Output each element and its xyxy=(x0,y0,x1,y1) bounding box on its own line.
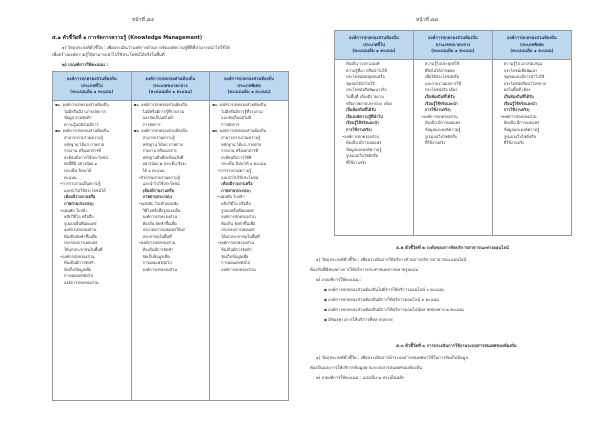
cell-text-line: วิดีโอหรือสื่อรูปแบบอื่น xyxy=(142,207,181,213)
cell-text-line: ไม่มีหรือมีการรู้ที่รวบรวม xyxy=(142,108,185,114)
cell-text-line: (ต้องมีรายงานหรือ xyxy=(64,194,96,200)
cell-text-line: สามารถรวบรวมความรู้ xyxy=(64,134,103,140)
objective-line: ๑) วัตถุประสงค์ตัวชี้วัด : เพื่อประเมินว่าองค์การด้านการจัดองค์ความรู้ที่ดีที่สามารถนำไปใช้ได้ xyxy=(62,45,230,50)
cell-text-line: ให้แก่ประชาชนในพื้นที่ xyxy=(64,247,103,253)
cell-text-line: ท้องถิ่น จัดทำขึ้นเพื่อ xyxy=(221,220,256,226)
cell-text-line: • องค์การปกครองส่วน xyxy=(416,114,490,121)
column-header-line: องค์การปกครองส่วนท้องถิ่น xyxy=(427,35,478,41)
column-header-line: (คะแนนเต็ม ๑ คะแนน) xyxy=(227,89,271,95)
column-header-line: องค์การปกครองส่วนท้องถิ่น xyxy=(66,76,117,82)
cell-text-line: ▪ ๒. องค์การปกครองส่วนท้องถิ่น xyxy=(134,128,208,135)
cell-text-line: ท้องถิ่นมีการจัดทำ xyxy=(221,247,252,253)
cell-text-line: • องค์การปกครองส่วน xyxy=(212,240,286,247)
cell-text-line: การจัดการ xyxy=(221,121,240,127)
section-line: ▪ องค์การปกครองส่วนท้องถิ่นมีการให้บริการออนไลน์หลายช่องทาง ๒ คะแนน xyxy=(324,307,464,312)
cell-text-line: ท้องถิ่น มีการเผยแพร่ xyxy=(424,120,461,126)
column-header-line: (คะแนนเต็ม ๑ คะแนน) xyxy=(510,48,554,54)
criteria-cell xyxy=(335,60,414,236)
cell-text-line: และจัดเก็บแต่ไม่มี xyxy=(221,115,252,121)
cell-text-line: สามารถรวมความรู้ xyxy=(142,134,175,140)
cell-text-line: ที่ใช้งานจริง xyxy=(424,140,446,146)
cell-text-line: รูปแบบเว็บไซต์หรือ xyxy=(346,153,379,159)
cell-text-line: ชุมชนได้นำไปใช้ xyxy=(346,80,375,86)
cell-text-line: ▪ ๑. องค์การปกครองส่วนท้องถิ่น xyxy=(134,102,208,109)
cell-text-line: คลิปวิดีโอ หรือสื่อ xyxy=(221,200,251,206)
cell-text-line: ที่ใช้งานจริง xyxy=(346,159,367,165)
cell-text-line: ดังนี้ที่มี อย่างน้อย ๑ xyxy=(64,161,98,167)
cell-text-line: ความรู้ไปประยุกต์ใช้ xyxy=(424,61,460,66)
cell-text-line: การเผยแพร่ต่อไป xyxy=(142,260,172,266)
criteria-cell xyxy=(413,60,492,236)
objective-line: เพื่อสร้างองค์ความรู้ให้สามารถนำไปใช้ประโยชน์ได้จริงในพื้นที่ xyxy=(52,52,165,57)
cell-text-line: การจัดการ xyxy=(142,121,161,127)
cell-text-line: ความรู้ไป เอาสนับสนุน xyxy=(503,61,543,66)
criteria-cell xyxy=(210,101,289,401)
section-title: ๕.๑ ตัวชี้วัดที่ ๑ การจัดการความรู้ (Knowledge Management) xyxy=(52,35,203,41)
cell-text-line: ผลในพื้นที่ (ต้อง xyxy=(503,87,531,93)
cell-text-line: ประกอบการเผยแพร่ xyxy=(221,227,255,233)
section-line: ๒) เกณฑ์การให้คะแนน : แบ่งเป็น ๒ ประเด็นหลัก xyxy=(316,375,405,380)
cell-text-line: • องค์กรปกครองส่วน xyxy=(55,254,129,261)
column-header xyxy=(492,31,571,60)
cell-text-line: และนำไปใช้ประโยชน์ xyxy=(221,174,259,180)
cell-text-line: การใช้งานจริง) xyxy=(503,107,530,113)
cell-text-line: ความรู้แต่ยังไม่มีการ xyxy=(64,121,99,127)
cell-text-line: ประโยชน์จริง (ต้อง xyxy=(424,87,458,93)
cell-text-line: ข้อมูลและองค์ความรู้ xyxy=(346,146,382,152)
cell-text-line: ให้แก่ประชาชนในพื้นที่ xyxy=(221,233,260,239)
cell-text-line: • แผ่นพับ ใบปลิวแผ่นพับ xyxy=(134,201,208,208)
cell-text-line: การใช้งานจริง) xyxy=(346,126,372,132)
criteria-table xyxy=(52,71,289,401)
section-line: ▪ มีช่องทางการให้บริการที่หลากหลาย xyxy=(324,317,393,322)
cell-text-line: ▪ ๒. องค์การปกครองส่วนท้องถิ่น xyxy=(212,128,286,135)
section-line: ๑) วัตถุประสงค์ตัวชี้วัด : เพื่อประเมินการให้บริการด้านการบริการสาธารณะออนไลน์ xyxy=(316,257,467,262)
cell-text-line: ความรู้ที่มา หรือนำไปใช้ xyxy=(346,67,387,73)
cell-text-line: เรียนรู้ใช้จริงและนำ xyxy=(346,120,380,126)
cell-text-line: จัดเก็บข้อมูลเพื่อ xyxy=(221,253,249,259)
cell-text-line: รูปแบบเว็บไซต์หรือ xyxy=(503,133,536,139)
cell-text-line: • กิจกรรมรวบรวมความรู้ xyxy=(134,175,208,182)
criteria-cell xyxy=(131,101,210,401)
page-number: หน้าที่ ๘๔ xyxy=(132,17,155,23)
cell-text-line: ข้อมูล ร่วมจัดทำ xyxy=(64,115,92,121)
cell-text-line: รูปแบบอื่นที่เผยแพร่ xyxy=(64,220,97,226)
column-header-line: ประเภทขนาดกลาง xyxy=(153,82,188,88)
criteria-label: ๒) เกณฑ์การให้คะแนน : xyxy=(62,62,109,67)
column-header xyxy=(210,72,289,101)
cell-text-line: องค์กรปกครองส่วน xyxy=(64,227,97,233)
cell-text-line: ท้องถิ่น จัดทำขึ้นเพื่อ xyxy=(142,220,177,226)
criteria-cell xyxy=(492,60,571,236)
section-line: ๑) วัตถุประสงค์ตัวชี้วัด : เพื่อประเมินการนำระบบสารสนเทศมาใช้ในการจัดเก็บข้อมูล xyxy=(316,355,468,360)
cell-text-line: ข้อมูลและองค์ความรู้ xyxy=(503,126,540,132)
cell-text-line: การเผยแพร่ต่อไป xyxy=(221,260,251,266)
cell-text-line: ภาพถ่ายประกอบ) xyxy=(221,187,251,193)
cell-text-line: คะแนน xyxy=(64,174,77,180)
cell-text-line: ประโยชน์หรือนำไปขยาย xyxy=(503,80,546,86)
cell-text-line: ชุมชนและมีการนำไปใช้ xyxy=(503,74,545,80)
cell-text-line: องค์การปกครองส่วน xyxy=(221,266,256,272)
cell-text-line: องค์การปกครองส่วน xyxy=(142,266,178,272)
cell-text-line: ประเด็น จึงจะได้ xyxy=(64,167,92,173)
section-line: ท้องถิ่นและการให้บริการข้อมูลผ่านระบบสารสนเทศของท้องถิ่น xyxy=(310,365,422,370)
cell-text-line: หลักฐานอื่นที่สะท้อนถึงที่ xyxy=(142,154,184,160)
cell-text-line: ประกอบการเผยแพร่ให้แก่ xyxy=(142,227,186,233)
column-header-line: ประเภทพิเศษ xyxy=(237,82,261,88)
cell-text-line: • องค์การปกครองส่วน xyxy=(495,114,569,121)
cell-text-line: ภาพถ่ายประกอบ) xyxy=(64,200,94,206)
cell-text-line: คลิปวิดีโอ หรือสื่อ xyxy=(64,214,94,220)
section-line: ท้องถิ่นที่มีช่องทางการให้บริการประชาชนหลากหลายรูปแบบ xyxy=(310,267,419,272)
cell-text-line: รายงาน หรือเอกสารที่ xyxy=(64,148,101,154)
cell-text-line: ข้อมูลและองค์ความรู้ xyxy=(424,126,461,132)
cell-text-line: จัดเก็บข้อมูลเพื่อ xyxy=(64,266,92,272)
section-line: ▪ องค์การปกครองส่วนท้องถิ่นมีการให้บริการออนไลน์ ๑ คะแนน xyxy=(324,297,439,302)
cell-text-line: จัดเก็บข้อมูลเพื่อ xyxy=(142,253,170,259)
cell-text-line: เรียนรู้ใช้จริงและนำ xyxy=(503,100,537,106)
cell-text-line: • แผ่นพับ ใบปลิว xyxy=(55,208,129,215)
cell-text-line: หลักฐาน ได้แก่ ภาพถ่าย xyxy=(64,141,105,147)
cell-text-line: ท้องถิ่น มีการเผยแพร่ xyxy=(346,140,382,146)
cell-text-line: ภาพถ่ายประกอบ) xyxy=(142,194,173,200)
criteria-table-continued xyxy=(334,30,572,236)
cell-text-line: ▪ ๑. องค์การปกครองส่วนท้องถิ่น xyxy=(212,102,286,109)
cell-text-line: การเผยแพร่ต่อไป xyxy=(64,273,93,279)
cell-text-line: • องค์การปกครองส่วน xyxy=(134,240,208,247)
cell-text-line: และนำไปใช้ประโยชน์ได้ xyxy=(64,187,106,193)
column-header-line: (คะแนนเต็ม ๑ คะแนน) xyxy=(352,48,396,54)
cell-text-line: ประกอบการเผยแพร่ xyxy=(64,240,98,246)
cell-text-line: เรียนรู้ใช้จริงและนำ xyxy=(424,100,458,106)
cell-text-line: หรือภาพถ่ายประกอบ) (ต้อง xyxy=(346,100,392,106)
cell-text-line: และนำไปใช้ประโยชน์ xyxy=(142,181,180,187)
cell-text-line: ในพื้นที่ (ต้องมีรายงาน xyxy=(346,93,384,99)
cell-text-line: (ต้องมีรายงานหรือ xyxy=(221,181,253,187)
cell-text-line: เป็นท้องถิ่นที่ได้รับ xyxy=(346,107,376,113)
cell-text-line: ท้องถิ่นมีการจัดทำ xyxy=(64,260,95,266)
column-header-line: ประเภทขนาดกลาง xyxy=(435,41,471,47)
column-header-line: ประเภทพิเศษ xyxy=(520,41,544,47)
cell-text-line: สามารถรวบรวมความรู้ xyxy=(221,134,261,140)
cell-text-line: ▪ ๑. องค์การปกครองส่วนท้องถิ่น xyxy=(55,102,129,109)
column-header xyxy=(131,72,210,101)
column-header-line: องค์การปกครองส่วนท้องถิ่น xyxy=(145,76,196,82)
criteria-cell xyxy=(53,101,132,401)
section-line: ๒) เกณฑ์การให้คะแนน : xyxy=(316,277,362,282)
cell-text-line: • องค์การปกครองส่วน xyxy=(337,134,411,141)
cell-text-line: ที่ยังไม่ได้ถ่ายทอด xyxy=(424,67,455,73)
cell-text-line: สะท้อนถึงการใช้ที่ xyxy=(221,154,252,160)
cell-text-line: ท้องถิ่นมีการจัดทำ xyxy=(142,247,174,253)
column-header-line: องค์การปกครองส่วนท้องถิ่น xyxy=(349,35,399,41)
section-b-title: ๕.๒ ตัวชี้วัดที่ ๒ ระดับของการจัดบริการสาธารณะทางออนไลน์ xyxy=(396,245,509,250)
cell-text-line: (ต้องมีรายงานหรือ xyxy=(142,187,174,193)
column-header xyxy=(335,31,414,60)
cell-text-line: องค์การปกครองส่วน xyxy=(221,214,256,220)
page-number: หน้าที่ ๘๘ xyxy=(416,17,439,23)
cell-text-line: • การรวบรวมเป็นความรู้ xyxy=(55,181,129,188)
column-header-line: ประเภทที่ไป xyxy=(80,82,103,88)
cell-text-line: • แผ่นพับ ใบปลิว xyxy=(212,194,286,201)
cell-text-line: เป็นท้องถิ่นที่ได้รับ xyxy=(424,93,455,99)
cell-text-line: ▪ ๒. องค์การปกครองส่วนท้องถิ่น xyxy=(55,128,129,135)
column-header-line: องค์การปกครองส่วนท้องถิ่น xyxy=(224,76,274,82)
cell-text-line: ท้องถิ่นจัดทำขึ้นเพื่อ xyxy=(64,233,97,239)
cell-text-line: อย่างน้อย ๒ ประเด็น จึงจะ xyxy=(142,161,187,167)
cell-text-line: ไม่มีหรือมีการรู้ที่รวบรวม xyxy=(221,108,263,114)
column-header-line: องค์การปกครองส่วนท้องถิ่น xyxy=(507,35,557,41)
cell-text-line: ประชาชนในพื้นที่ xyxy=(142,233,172,239)
cell-text-line: องค์การปกครองส่วน xyxy=(142,214,178,220)
cell-text-line: และรายงานผลการใช้ xyxy=(424,80,462,86)
cell-text-line: รูปแบบเว็บไซต์หรือ xyxy=(424,133,458,139)
cell-text-line: รายงาน หรือเอกสาร xyxy=(142,148,177,154)
cell-text-line: เป็นองค์ความรู้ที่นำไป xyxy=(346,113,383,119)
cell-text-line: และจัดเก็บแต่ไม่มี xyxy=(142,115,173,121)
section-line: ▪ องค์การปกครองส่วนท้องถิ่นไม่มีการให้บริการออนไลน์ ๐ คะแนน xyxy=(324,287,444,292)
cell-text-line: หลักฐาน ได้แก่ ภาพถ่าย xyxy=(221,141,262,147)
cell-text-line: ประเด็น จึงจะได้ ๑ คะแนน xyxy=(221,161,267,167)
cell-text-line: องค์การปกครองส่วน xyxy=(64,280,99,286)
cell-text-line: เป็นท้องถิ่นที่ได้รับ xyxy=(503,93,534,99)
column-header-line: ประเภทที่ไป xyxy=(363,41,385,47)
column-header-line: (คะแนนเต็ม ๑ คะแนน) xyxy=(148,89,192,95)
cell-text-line: ท้องถิ่น รวบรวมองค์ xyxy=(346,61,380,66)
cell-text-line: ไม่มีหรือมีสามารถจัดการ xyxy=(64,108,106,114)
cell-text-line: ท้องถิ่น มีการเผยแพร่ xyxy=(503,120,540,126)
cell-text-line: ที่ใช้งานจริง xyxy=(503,140,524,146)
column-header xyxy=(413,31,492,60)
cell-text-line: สะท้อนถึงการใช้ประโยชน์ xyxy=(64,154,108,160)
cell-text-line: ประโยชน์เพื่อพัฒนา xyxy=(503,67,538,73)
column-header-line: (คะแนนเต็ม ๑ คะแนน) xyxy=(431,48,475,54)
cell-text-line: • การรวบรวมความรู้ xyxy=(212,168,286,175)
cell-text-line: การใช้งานจริง) xyxy=(424,107,451,113)
cell-text-line: หลักฐาน ได้แก่ ภาพถ่าย xyxy=(142,141,183,147)
cell-text-line: ได้ ๑ คะแนน xyxy=(142,167,165,173)
cell-text-line: รูปแบบอื่นที่เผยแพร่ xyxy=(221,207,254,213)
right-page xyxy=(300,0,600,424)
section-c-title: ๕.๓ ตัวชี้วัดที่ ๓ การประเมินการใช้งานระบบสารสนเทศของท้องถิ่น xyxy=(396,343,517,348)
cell-text-line: รายงาน หรือเอกสารที่ xyxy=(221,148,258,154)
cell-text-line: ประโยชน์ต่อชุมชนหรือ xyxy=(346,74,385,80)
cell-text-line: ประโยชน์หรือพัฒนาจริง xyxy=(346,87,387,93)
column-header xyxy=(53,72,132,101)
column-header-line: (คะแนนเต็ม ๑ คะแนน) xyxy=(70,89,114,95)
cell-text-line: เพื่อใช้ประโยชน์หรือ xyxy=(424,74,459,80)
